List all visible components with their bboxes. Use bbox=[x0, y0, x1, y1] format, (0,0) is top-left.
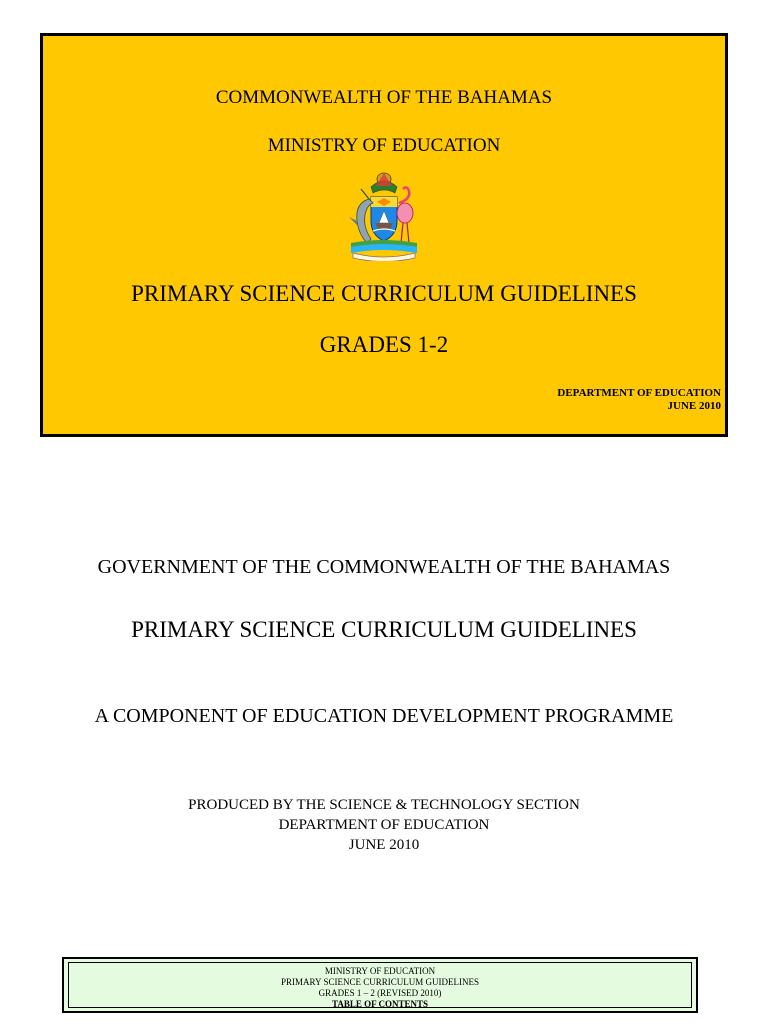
publication-date: JUNE 2010 bbox=[348, 837, 420, 853]
production-credits bbox=[0, 795, 768, 855]
department-name: DEPARTMENT OF EDUCATION bbox=[278, 817, 490, 833]
government-title: GOVERNMENT OF THE COMMONWEALTH OF THE BAHAMAS bbox=[97, 556, 671, 578]
cover-ministry: MINISTRY OF EDUCATION bbox=[267, 135, 501, 156]
footer-title: PRIMARY SCIENCE CURRICULUM GUIDELINES bbox=[281, 977, 479, 987]
footer-section: TABLE OF CONTENTS bbox=[331, 999, 429, 1009]
cover-title: PRIMARY SCIENCE CURRICULUM GUIDELINES bbox=[131, 281, 637, 306]
cover-grades: GRADES 1-2 bbox=[319, 332, 449, 357]
footer-ministry: MINISTRY OF EDUCATION bbox=[324, 966, 436, 976]
footer-inner-frame bbox=[68, 962, 692, 1008]
cover-panel bbox=[40, 33, 728, 437]
running-footer bbox=[62, 957, 698, 1013]
cover-department-date bbox=[557, 387, 721, 413]
produced-by: PRODUCED BY THE SCIENCE & TECHNOLOGY SECTION bbox=[188, 797, 580, 813]
component-title: A COMPONENT OF EDUCATION DEVELOPMENT PROGRAMME bbox=[94, 705, 674, 727]
footer-grades: GRADES 1 – 2 (REVISED 2010) bbox=[318, 988, 442, 998]
bahamas-coat-of-arms-icon bbox=[343, 169, 425, 261]
cover-country: COMMONWEALTH OF THE BAHAMAS bbox=[215, 87, 553, 108]
cover-department: DEPARTMENT OF EDUCATION bbox=[557, 387, 721, 399]
cover-date: JUNE 2010 bbox=[667, 400, 721, 412]
curriculum-title: PRIMARY SCIENCE CURRICULUM GUIDELINES bbox=[131, 617, 637, 642]
